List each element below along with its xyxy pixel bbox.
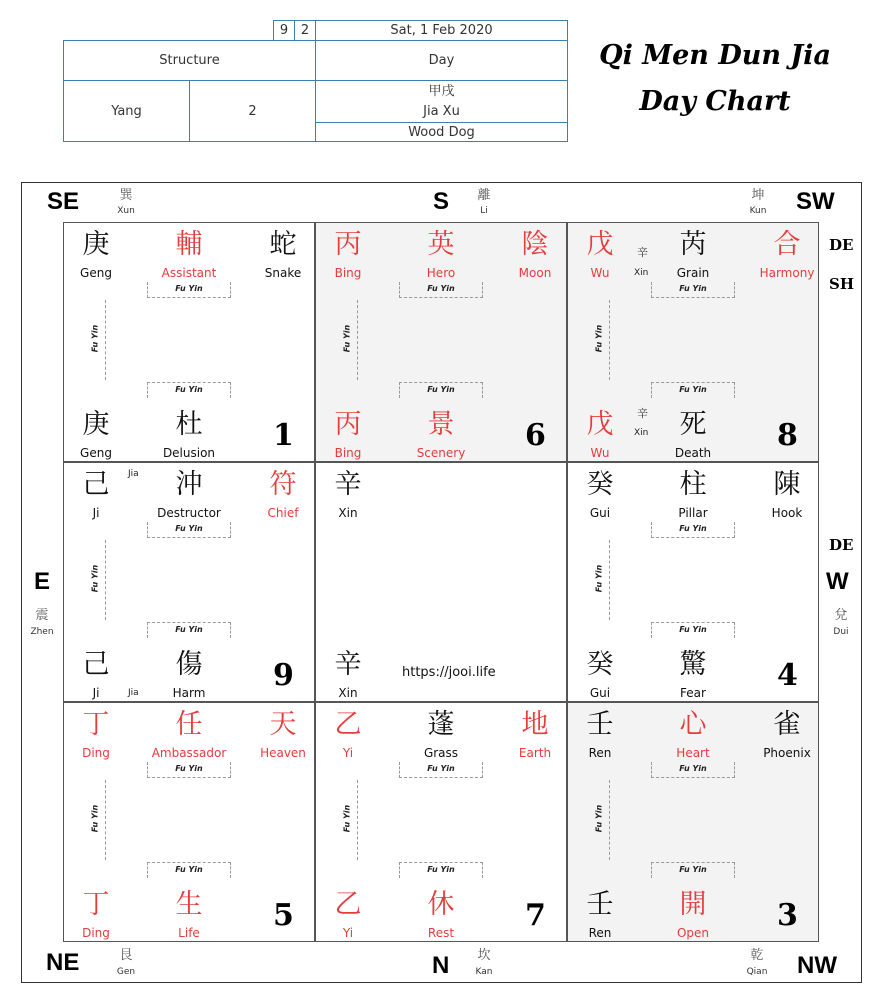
header-structure-label: Structure [63, 40, 316, 81]
chart-title-line2: Day Chart [639, 86, 791, 117]
c6-bottom-left-stem: 丙 [334, 409, 362, 440]
c4-star-name: Pillar [678, 506, 708, 520]
c1-deity-name: Snake [264, 266, 302, 280]
c1-door: 杜 [175, 409, 203, 440]
c4-fu-yin-top: Fu Yin [651, 522, 735, 538]
c4-top-left-stem-pinyin: Gui [589, 506, 611, 520]
horse-star-sh: SH [829, 275, 855, 293]
c9-top-left-stem: 己 [82, 469, 110, 500]
c6-fu-yin-side-line [357, 300, 369, 380]
c1-fu-yin-side: Fu Yin [90, 324, 100, 353]
c8-star: 芮 [679, 229, 707, 260]
c3-palace-number: 3 [777, 898, 798, 933]
c3-fu-yin-bottom: Fu Yin [651, 862, 735, 878]
c8-top-left-stem-pinyin: Wu [590, 266, 610, 280]
c4-deity: 陳 [773, 469, 801, 500]
trigram-kan-pinyin: Kan [475, 967, 493, 977]
c5-door: 生 [175, 889, 203, 920]
c4-bottom-left-stem: 癸 [586, 649, 614, 680]
c7-deity-name: Earth [518, 746, 552, 760]
c6-top-left-stem-pinyin: Bing [334, 266, 362, 280]
c8-fu-yin-bottom: Fu Yin [651, 382, 735, 398]
c1-star-name: Assistant [161, 266, 217, 280]
c6-top-left-stem: 丙 [334, 229, 362, 260]
c4-door-name: Fear [680, 686, 706, 700]
trigram-kun-pinyin: Kun [749, 206, 767, 216]
c9-bottom-left-stem-pinyin: Ji [92, 686, 100, 700]
trigram-li: 離 [477, 188, 491, 203]
c8-small-stem: 辛 [637, 246, 648, 259]
c5-bottom-left-stem: 丁 [82, 889, 110, 920]
c3-star-name: Heart [676, 746, 710, 760]
c4-fu-yin-side: Fu Yin [594, 564, 604, 593]
c9-door-name: Harm [172, 686, 206, 700]
c1-bottom-left-stem: 庚 [82, 409, 110, 440]
cc-top-left-stem: 辛 [334, 469, 362, 500]
c4-palace-number: 4 [777, 658, 798, 693]
c3-bottom-left-stem: 壬 [586, 889, 614, 920]
direction-ne: NE [46, 949, 80, 976]
c6-palace-number: 6 [525, 418, 546, 453]
c9-deity: 符 [269, 469, 297, 500]
c7-star: 蓬 [427, 709, 455, 740]
c9-fu-yin-side-line [105, 540, 117, 620]
c7-palace-number: 7 [525, 898, 546, 933]
c3-deity: 雀 [773, 709, 801, 740]
c4-bottom-left-stem-pinyin: Gui [589, 686, 611, 700]
direction-se: SE [47, 188, 80, 215]
header-day-element: Wood Dog [315, 122, 568, 142]
trigram-xun-pinyin: Xun [117, 206, 135, 216]
c7-fu-yin-side: Fu Yin [342, 804, 352, 833]
c6-door: 景 [427, 409, 455, 440]
c6-fu-yin-top: Fu Yin [399, 282, 483, 298]
header-polarity: Yang [63, 80, 190, 142]
header-num-a: 9 [273, 20, 295, 41]
c7-fu-yin-bottom: Fu Yin [399, 862, 483, 878]
header-structure-num: 2 [189, 80, 316, 142]
c8-fu-yin-side: Fu Yin [594, 324, 604, 353]
c4-door: 驚 [679, 649, 707, 680]
c1-fu-yin-top: Fu Yin [147, 282, 231, 298]
c1-star: 輔 [175, 229, 203, 260]
cc-top-left-stem-pinyin: Xin [338, 506, 358, 520]
c7-fu-yin-side-line [357, 780, 369, 860]
c1-top-left-stem-pinyin: Geng [80, 266, 112, 280]
header-date: Sat, 1 Feb 2020 [315, 20, 568, 41]
c5-fu-yin-top: Fu Yin [147, 762, 231, 778]
c9-top-left-stem-pinyin: Ji [92, 506, 100, 520]
c5-deity-name: Heaven [260, 746, 306, 760]
c8-star-name: Grain [676, 266, 710, 280]
direction-s: S [433, 188, 450, 215]
c3-bottom-left-stem-pinyin: Ren [588, 926, 612, 940]
trigram-dui: 兌 [834, 608, 848, 623]
c1-door-name: Delusion [162, 446, 216, 460]
c3-door: 開 [679, 889, 707, 920]
c6-star-name: Hero [426, 266, 456, 280]
c8-door: 死 [679, 409, 707, 440]
header-day-label: Day [315, 40, 568, 81]
c6-door-name: Scenery [416, 446, 466, 460]
c9-star-name: Destructor [157, 506, 221, 520]
c6-fu-yin-bottom: Fu Yin [399, 382, 483, 398]
c1-fu-yin-bottom: Fu Yin [147, 382, 231, 398]
trigram-xun: 巽 [119, 188, 133, 203]
direction-n: N [432, 952, 450, 979]
c7-star-name: Grass [423, 746, 459, 760]
c3-deity-name: Phoenix [763, 746, 811, 760]
trigram-gen: 艮 [119, 948, 133, 963]
c6-fu-yin-side: Fu Yin [342, 324, 352, 353]
trigram-zhen-pinyin: Zhen [30, 627, 54, 637]
c5-fu-yin-bottom: Fu Yin [147, 862, 231, 878]
trigram-qian-pinyin: Qian [746, 967, 768, 977]
c4-fu-yin-side-line [609, 540, 621, 620]
c6-star: 英 [427, 229, 455, 260]
c9-door: 傷 [175, 649, 203, 680]
c4-fu-yin-bottom: Fu Yin [651, 622, 735, 638]
c3-door-name: Open [676, 926, 710, 940]
trigram-gen-pinyin: Gen [116, 967, 136, 977]
c1-bottom-left-stem-pinyin: Geng [80, 446, 112, 460]
c5-star-name: Ambassador [151, 746, 227, 760]
direction-e: E [34, 568, 51, 595]
c5-palace-number: 5 [273, 898, 294, 933]
c5-bottom-left-stem-pinyin: Ding [82, 926, 110, 940]
c3-star: 心 [679, 709, 707, 740]
c9-bottom-left-stem: 己 [82, 649, 110, 680]
c5-top-left-stem-pinyin: Ding [82, 746, 110, 760]
trigram-li-pinyin: Li [480, 206, 488, 216]
c9-jia-top: Jia [128, 469, 139, 479]
trigram-kan: 坎 [477, 948, 491, 963]
c1-top-left-stem: 庚 [82, 229, 110, 260]
header-num-b: 2 [294, 20, 316, 41]
c9-palace-number: 9 [273, 658, 294, 693]
c8-fu-yin-side-line [609, 300, 621, 380]
c5-star: 任 [175, 709, 203, 740]
c8-palace-number: 8 [777, 418, 798, 453]
c4-deity-name: Hook [771, 506, 803, 520]
c5-top-left-stem: 丁 [82, 709, 110, 740]
death-emptiness-de-2: DE [829, 536, 854, 554]
header-day-pillar [315, 80, 568, 123]
c6-deity-name: Moon [518, 266, 552, 280]
c7-door-name: Rest [427, 926, 455, 940]
c8-fu-yin-top: Fu Yin [651, 282, 735, 298]
c3-top-left-stem: 壬 [586, 709, 614, 740]
c4-star: 柱 [679, 469, 707, 500]
trigram-kun: 坤 [751, 188, 765, 203]
c5-door-name: Life [178, 926, 200, 940]
c7-bottom-left-stem-pinyin: Yi [342, 926, 354, 940]
trigram-zhen: 震 [35, 608, 49, 623]
death-emptiness-de-1: DE [829, 236, 854, 254]
direction-nw: NW [797, 952, 837, 979]
c7-top-left-stem: 乙 [334, 709, 362, 740]
c5-fu-yin-side-line [105, 780, 117, 860]
c8-small-stem-pinyin: Xin [634, 268, 649, 278]
c5-deity: 天 [269, 709, 297, 740]
direction-sw: SW [796, 188, 835, 215]
c5-fu-yin-side: Fu Yin [90, 804, 100, 833]
header-day-chinese: 甲戌 [428, 83, 455, 99]
c6-bottom-left-stem-pinyin: Bing [334, 446, 362, 460]
website-url: https://jooi.life [402, 665, 496, 680]
c8-small-stem-2-pinyin: Xin [634, 428, 649, 438]
cc-bottom-left-stem-pinyin: Xin [338, 686, 358, 700]
c8-small-stem-2: 辛 [637, 407, 648, 420]
c3-top-left-stem-pinyin: Ren [588, 746, 612, 760]
c1-fu-yin-side-line [105, 300, 117, 380]
c4-top-left-stem: 癸 [586, 469, 614, 500]
c9-fu-yin-bottom: Fu Yin [147, 622, 231, 638]
c7-top-left-stem-pinyin: Yi [342, 746, 354, 760]
c9-star: 沖 [175, 469, 203, 500]
c3-fu-yin-top: Fu Yin [651, 762, 735, 778]
c3-fu-yin-side: Fu Yin [594, 804, 604, 833]
cc-bottom-left-stem: 辛 [334, 649, 362, 680]
c1-deity: 蛇 [269, 229, 297, 260]
c9-deity-name: Chief [267, 506, 299, 520]
c7-deity: 地 [521, 709, 549, 740]
trigram-qian: 乾 [750, 948, 764, 963]
c7-fu-yin-top: Fu Yin [399, 762, 483, 778]
c9-fu-yin-side: Fu Yin [90, 564, 100, 593]
c3-fu-yin-side-line [609, 780, 621, 860]
c8-door-name: Death [674, 446, 712, 460]
chart-title-line1: Qi Men Dun Jia [599, 40, 831, 71]
c8-bottom-left-stem: 戊 [586, 409, 614, 440]
c8-deity: 合 [773, 229, 801, 260]
c7-bottom-left-stem: 乙 [334, 889, 362, 920]
trigram-dui-pinyin: Dui [833, 627, 849, 637]
c8-deity-name: Harmony [759, 266, 815, 280]
c7-door: 休 [427, 889, 455, 920]
direction-w: W [826, 568, 849, 595]
c8-bottom-left-stem-pinyin: Wu [590, 446, 610, 460]
c9-jia-bottom: Jia [128, 688, 139, 698]
c9-fu-yin-top: Fu Yin [147, 522, 231, 538]
c1-palace-number: 1 [273, 418, 294, 453]
header-day-pinyin: Jia Xu [423, 103, 460, 119]
c6-deity: 陰 [521, 229, 549, 260]
c8-top-left-stem: 戊 [586, 229, 614, 260]
